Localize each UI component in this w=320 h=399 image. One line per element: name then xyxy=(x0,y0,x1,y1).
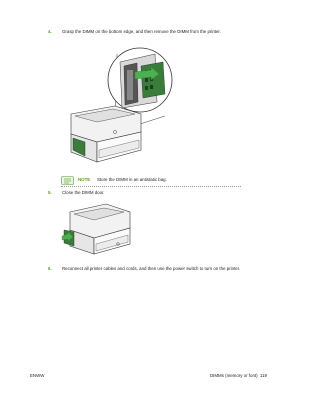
page-number: 119 xyxy=(260,373,267,378)
step-text: Close the DIMM door. xyxy=(62,190,105,195)
step-6 xyxy=(48,266,240,272)
note-label: NOTE xyxy=(78,177,91,182)
step-text: Reconnect all printer cables and cords, and then use the power switch to turn on the printer. xyxy=(62,266,241,271)
note-divider xyxy=(61,186,241,187)
step-number: 6. xyxy=(48,266,52,271)
step-number: 4. xyxy=(48,29,52,34)
note-icon xyxy=(61,176,75,185)
note-callout xyxy=(61,176,241,185)
footer-left: ENWW xyxy=(30,373,45,378)
close-dimm-door-illustration xyxy=(60,200,135,256)
printer-body xyxy=(70,204,130,254)
step-5 xyxy=(48,190,104,196)
step-text: Grasp the DIMM on the bottom edge, and then remove the DIMM from the printer. xyxy=(62,29,221,34)
step-4 xyxy=(48,29,221,35)
step-number: 5. xyxy=(48,190,52,195)
note-text: Store the DIMM in an antistatic bag. xyxy=(97,177,167,182)
printer-body xyxy=(71,106,141,162)
printer-dimm-removal-illustration xyxy=(55,44,180,169)
footer-section: DIMMs (memory or font) xyxy=(210,373,258,378)
